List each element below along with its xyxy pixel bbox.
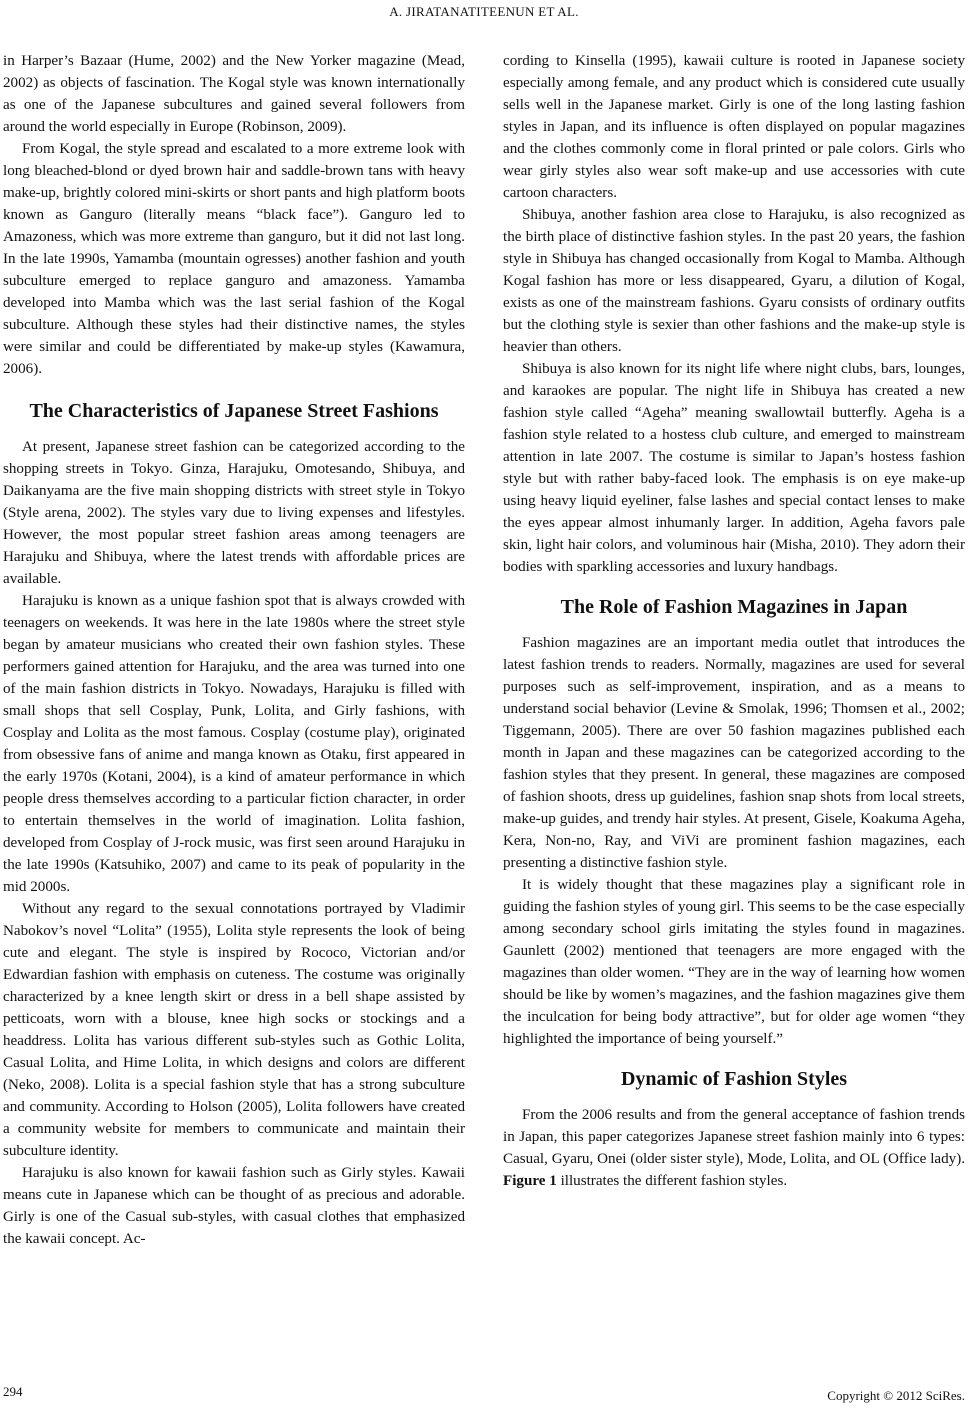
paragraph: in Harper’s Bazaar (Hume, 2002) and the New Yorker magazine (Mead, 2002) as objects of fascination. The Kogal style was known internationally as one of the Japanese subcultures and gained several followers from around the world especially in Europe (Robinson, 2009). <box>3 53 465 135</box>
paragraph: Shibuya is also known for its night life where night clubs, bars, lounges, and karaokes are popular. The night life in Shibuya has created a new fashion style called “Ageha” meaning swallowtail butterfly. Ageha is a fashion style related to a hostess club culture, and emerged to mainstream attention in late 2007. The costume is similar to Japan’s hostess fashion style but with rather baby-faced look. The emphasis is on eye make-up using heavy liquid eyeliner, false lashes and special contact lenses to make the eyes appear almost inhumanly larger. In addition, Ageha favors pale skin, light hair colors, and voluminous hair (Misha, 2010). They adorn their bodies with sparkling accessories and luxury handbags. <box>503 361 965 575</box>
paragraph: It is widely thought that these magazines play a significant role in guiding the fashion styles of young girl. This seems to be the case especially among secondary school girls imitating the styles found in magazines. Gaunlett (2002) mentioned that teenagers are more engaged with the magazines than older women. “They are in the way of learning how women should be like by women’s magazines, and the fashion magazines give them the inculcation for being body attractive”, but for older age women “they highlighted the importance of being yourself.” <box>503 877 965 1047</box>
section-heading: The Role of Fashion Magazines in Japan <box>560 596 908 618</box>
figure-reference: Figure 1 <box>503 1173 557 1189</box>
paragraph: Shibuya, another fashion area close to Harajuku, is also recognized as the birth place of distinctive fashion styles. In the past 20 years, the fashion style in Shibuya has changed occasionally from Kogal to Mamba. Although Kogal fashion has more or less disappeared, Gyaru, a dilution of Kogal, exists as one of the mainstream fashions. Gyaru consists of ordinary outfits but the clothing style is sexier than other fashions and the make-up style is heavier than others. <box>503 207 965 355</box>
paragraph <box>503 1104 965 1192</box>
copyright-notice: Copyright © 2012 SciRes. <box>827 1388 965 1403</box>
paragraph: Without any regard to the sexual connotations portrayed by Vladimir Nabokov’s novel “Lolita” (1955), Lolita style represents the look of being cute and elegant. The style is inspired by Rococo, Victorian and/or Edwardian fashion with emphasis on cuteness. The costume was originally characterized by a knee length skirt or dress in a bell shape assisted by petticoats, worn with a blouse, knee high socks or stockings and a headdress. Lolita has various different sub-styles such as Gothic Lolita, Casual Lolita, and Hime Lolita, in which designs and colors are different (Neko, 2008). Lolita is a special fashion style that has a strong subculture and community. According to Holson (2005), Lolita followers have created a community website for members to communicate and maintain their subculture identity. <box>3 901 465 1159</box>
running-head: A. JIRATANATITEENUN ET AL. <box>389 4 579 19</box>
left-column <box>3 50 465 1250</box>
right-column <box>503 50 965 1192</box>
page-number: 294 <box>3 1384 23 1399</box>
paragraph: From Kogal, the style spread and escalated to a more extreme look with long bleached-blond or dyed brown hair and saddle-brown tans with heavy make-up, brightly colored mini-skirts or short pants and high platform boots known as Ganguro (literally means “black face”). Ganguro led to Amazoness, which was more extreme than ganguro, but it did not last long. In the late 1990s, Yamamba (mountain ogresses) another fashion and youth subculture emerged to replace ganguro and amazoness. Yamamba developed into Mamba which was the last serial fashion of the Kogal subculture. Although these styles had their distinctive names, the styles were similar and could be differentiated by make-up styles (Kawamura, 2006). <box>3 141 465 377</box>
paragraph: Harajuku is known as a unique fashion spot that is always crowded with teenagers on weekends. It was here in the late 1980s where the street style began by amateur musicians who created their own fashion styles. These performers gained attention for Harajuku, and the area was turned into one of the main fashion districts in Tokyo. Nowadays, Harajuku is filled with small shops that sell Cosplay, Punk, Lolita, and Girly fashions, with Cosplay and Lolita as the most famous. Cosplay (costume play), originated from obsessive fans of anime and manga known as Otaku, first appeared in the early 1970s (Kotani, 2004), is a kind of amateur performance in which people dress themselves according to a particular fiction character, in order to entertain themselves in the world of imagination. Lolita fashion, developed from Cosplay of J-rock music, was first seen around Harajuku in the late 1990s (Katsuhiko, 2007) and came to its peak of popularity in the mid 2000s. <box>3 593 465 895</box>
section-heading: The Characteristics of Japanese Street Fashions <box>29 400 439 422</box>
paragraph: cording to Kinsella (1995), kawaii culture is rooted in Japanese society especially among female, and any product which is considered cute usually sells well in the Japanese market. Girly is one of the long lasting fashion styles in Japan, and its influence is often displayed on popular magazines and the clothes commonly come in floral printed or pale colors. Girls who wear girly styles also wear soft make-up and use accessories with cute cartoon characters. <box>503 53 965 201</box>
paragraph-text: From the 2006 results and from the general acceptance of fashion trends in Japan, this paper categorizes Japanese street fashion mainly into 6 types: Casual, Gyaru, Onei (older sister style), Mode, Lolita, and OL (Office lady). <box>503 1107 965 1167</box>
paragraph-text: illustrates the different fashion styles. <box>560 1173 788 1189</box>
paragraph: Harajuku is also known for kawaii fashion such as Girly styles. Kawaii means cute in Japanese which can be thought of as precious and adorable. Girly is one of the Casual sub-styles, with casual clothes that emphasized the kawaii concept. Ac- <box>3 1165 465 1247</box>
paragraph: Fashion magazines are an important media outlet that introduces the latest fashion trends to readers. Normally, magazines are used for several purposes such as self-improvement, inspiration, and as a means to understand social behavior (Levine & Smolak, 1996; Thomsen et al., 2002; Tiggemann, 2005). There are over 50 fashion magazines published each month in Japan and these magazines can be categorized according to the fashion styles that they present. In general, these magazines are composed of fashion shoots, dress up guidelines, fashion snap shots from local streets, make-up guides, and trendy hair styles. At present, Gisele, Koakuma Ageha, Kera, Non-no, Ray, and ViVi are prominent fashion magazines, each presenting a distinctive fashion style. <box>503 635 965 871</box>
section-heading: Dynamic of Fashion Styles <box>620 1068 848 1090</box>
paragraph: At present, Japanese street fashion can be categorized according to the shopping streets in Tokyo. Ginza, Harajuku, Omotesando, Shibuya, and Daikanyama are the five main shopping districts with street style in Tokyo (Style arena, 2002). The styles vary due to living expenses and lifestyles. However, the most popular street fashion areas among teenagers are Harajuku and Shibuya, where the latest trends with affordable prices are available. <box>3 439 465 587</box>
